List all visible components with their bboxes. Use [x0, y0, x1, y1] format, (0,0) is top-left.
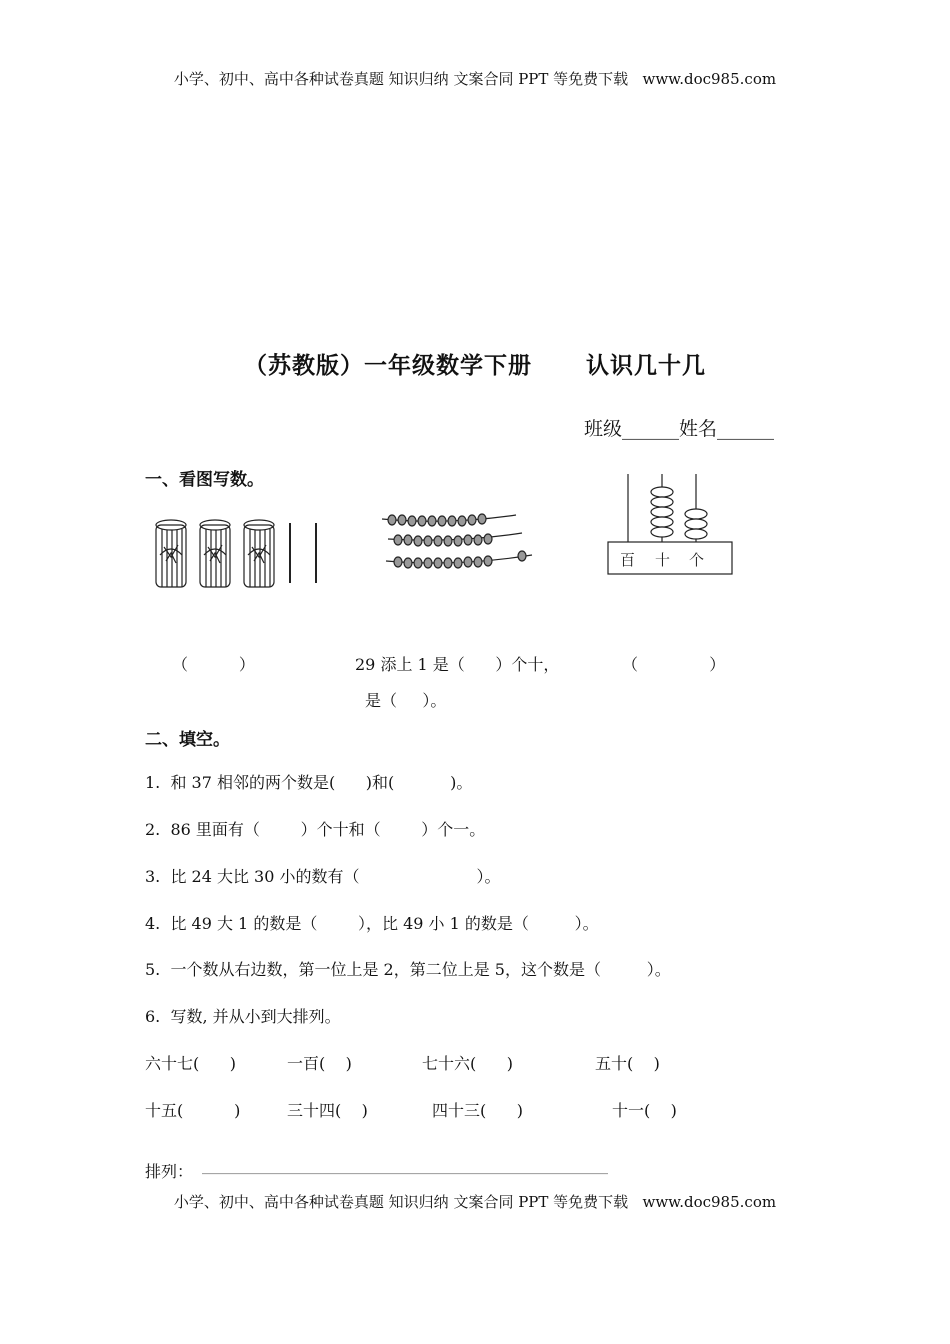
order-label: 排列：: [145, 1162, 194, 1181]
question-2: 2. 86 里面有（ ）个十和（ ）个一。: [145, 820, 486, 839]
answer-blank-1: （ ）: [172, 655, 255, 674]
number-word-8: 十一( ): [612, 1101, 677, 1120]
order-answer-line: __________________________________________________________: [202, 1159, 608, 1175]
stick-bundle-1: [156, 520, 186, 587]
answer-blank-2-line1: 29 添上 1 是（ ）个十，: [355, 655, 560, 674]
abacus-label-tens: 十: [655, 553, 671, 569]
abacus-figure: [600, 470, 740, 580]
number-word-1: 六十七( ): [145, 1054, 237, 1073]
number-word-2: 一百( ): [287, 1054, 352, 1073]
question-4: 4. 比 49 大 1 的数是（ ），比 49 小 1 的数是（ ）。: [145, 914, 599, 933]
question-3: 3. 比 24 大比 30 小的数有（ ）。: [145, 867, 501, 886]
stick-bundle-2: [200, 520, 230, 587]
stick-bundle-3: [244, 520, 274, 587]
number-word-7: 四十三( ): [432, 1101, 524, 1120]
question-6: 6. 写数, 并从小到大排列。: [145, 1007, 341, 1026]
page-header: 小学、初中、高中各种试卷真题 知识归纳 文案合同 PPT 等免费下载 www.doc985.com: [173, 70, 777, 88]
number-word-4: 五十( ): [595, 1054, 660, 1073]
class-name-line: 班级______姓名______: [584, 418, 775, 440]
abacus-label-hundreds: 百: [620, 553, 636, 569]
question-1: 1. 和 37 相邻的两个数是( )和( )。: [145, 773, 473, 792]
stick-bundles-figure: [150, 515, 330, 595]
section1-heading: 一、看图写数。: [145, 470, 264, 490]
page-footer: 小学、初中、高中各种试卷真题 知识归纳 文案合同 PPT 等免费下载 www.doc985.com: [173, 1193, 777, 1211]
number-word-5: 十五( ): [145, 1101, 241, 1120]
bead-strings-figure: [378, 505, 538, 580]
abacus-label-ones: 个: [689, 553, 705, 569]
answer-blank-2-line2: 是（ ）。: [365, 691, 447, 710]
question-5: 5. 一个数从右边数，第一位上是 2，第二位上是 5，这个数是（ ）。: [145, 960, 671, 979]
answer-blank-3: （ ）: [622, 655, 726, 674]
page-title: （苏教版）一年级数学下册 认识几十几: [243, 352, 707, 379]
section2-heading: 二、填空。: [145, 730, 230, 750]
number-word-3: 七十六( ): [422, 1054, 514, 1073]
number-word-6: 三十四( ): [287, 1101, 368, 1120]
